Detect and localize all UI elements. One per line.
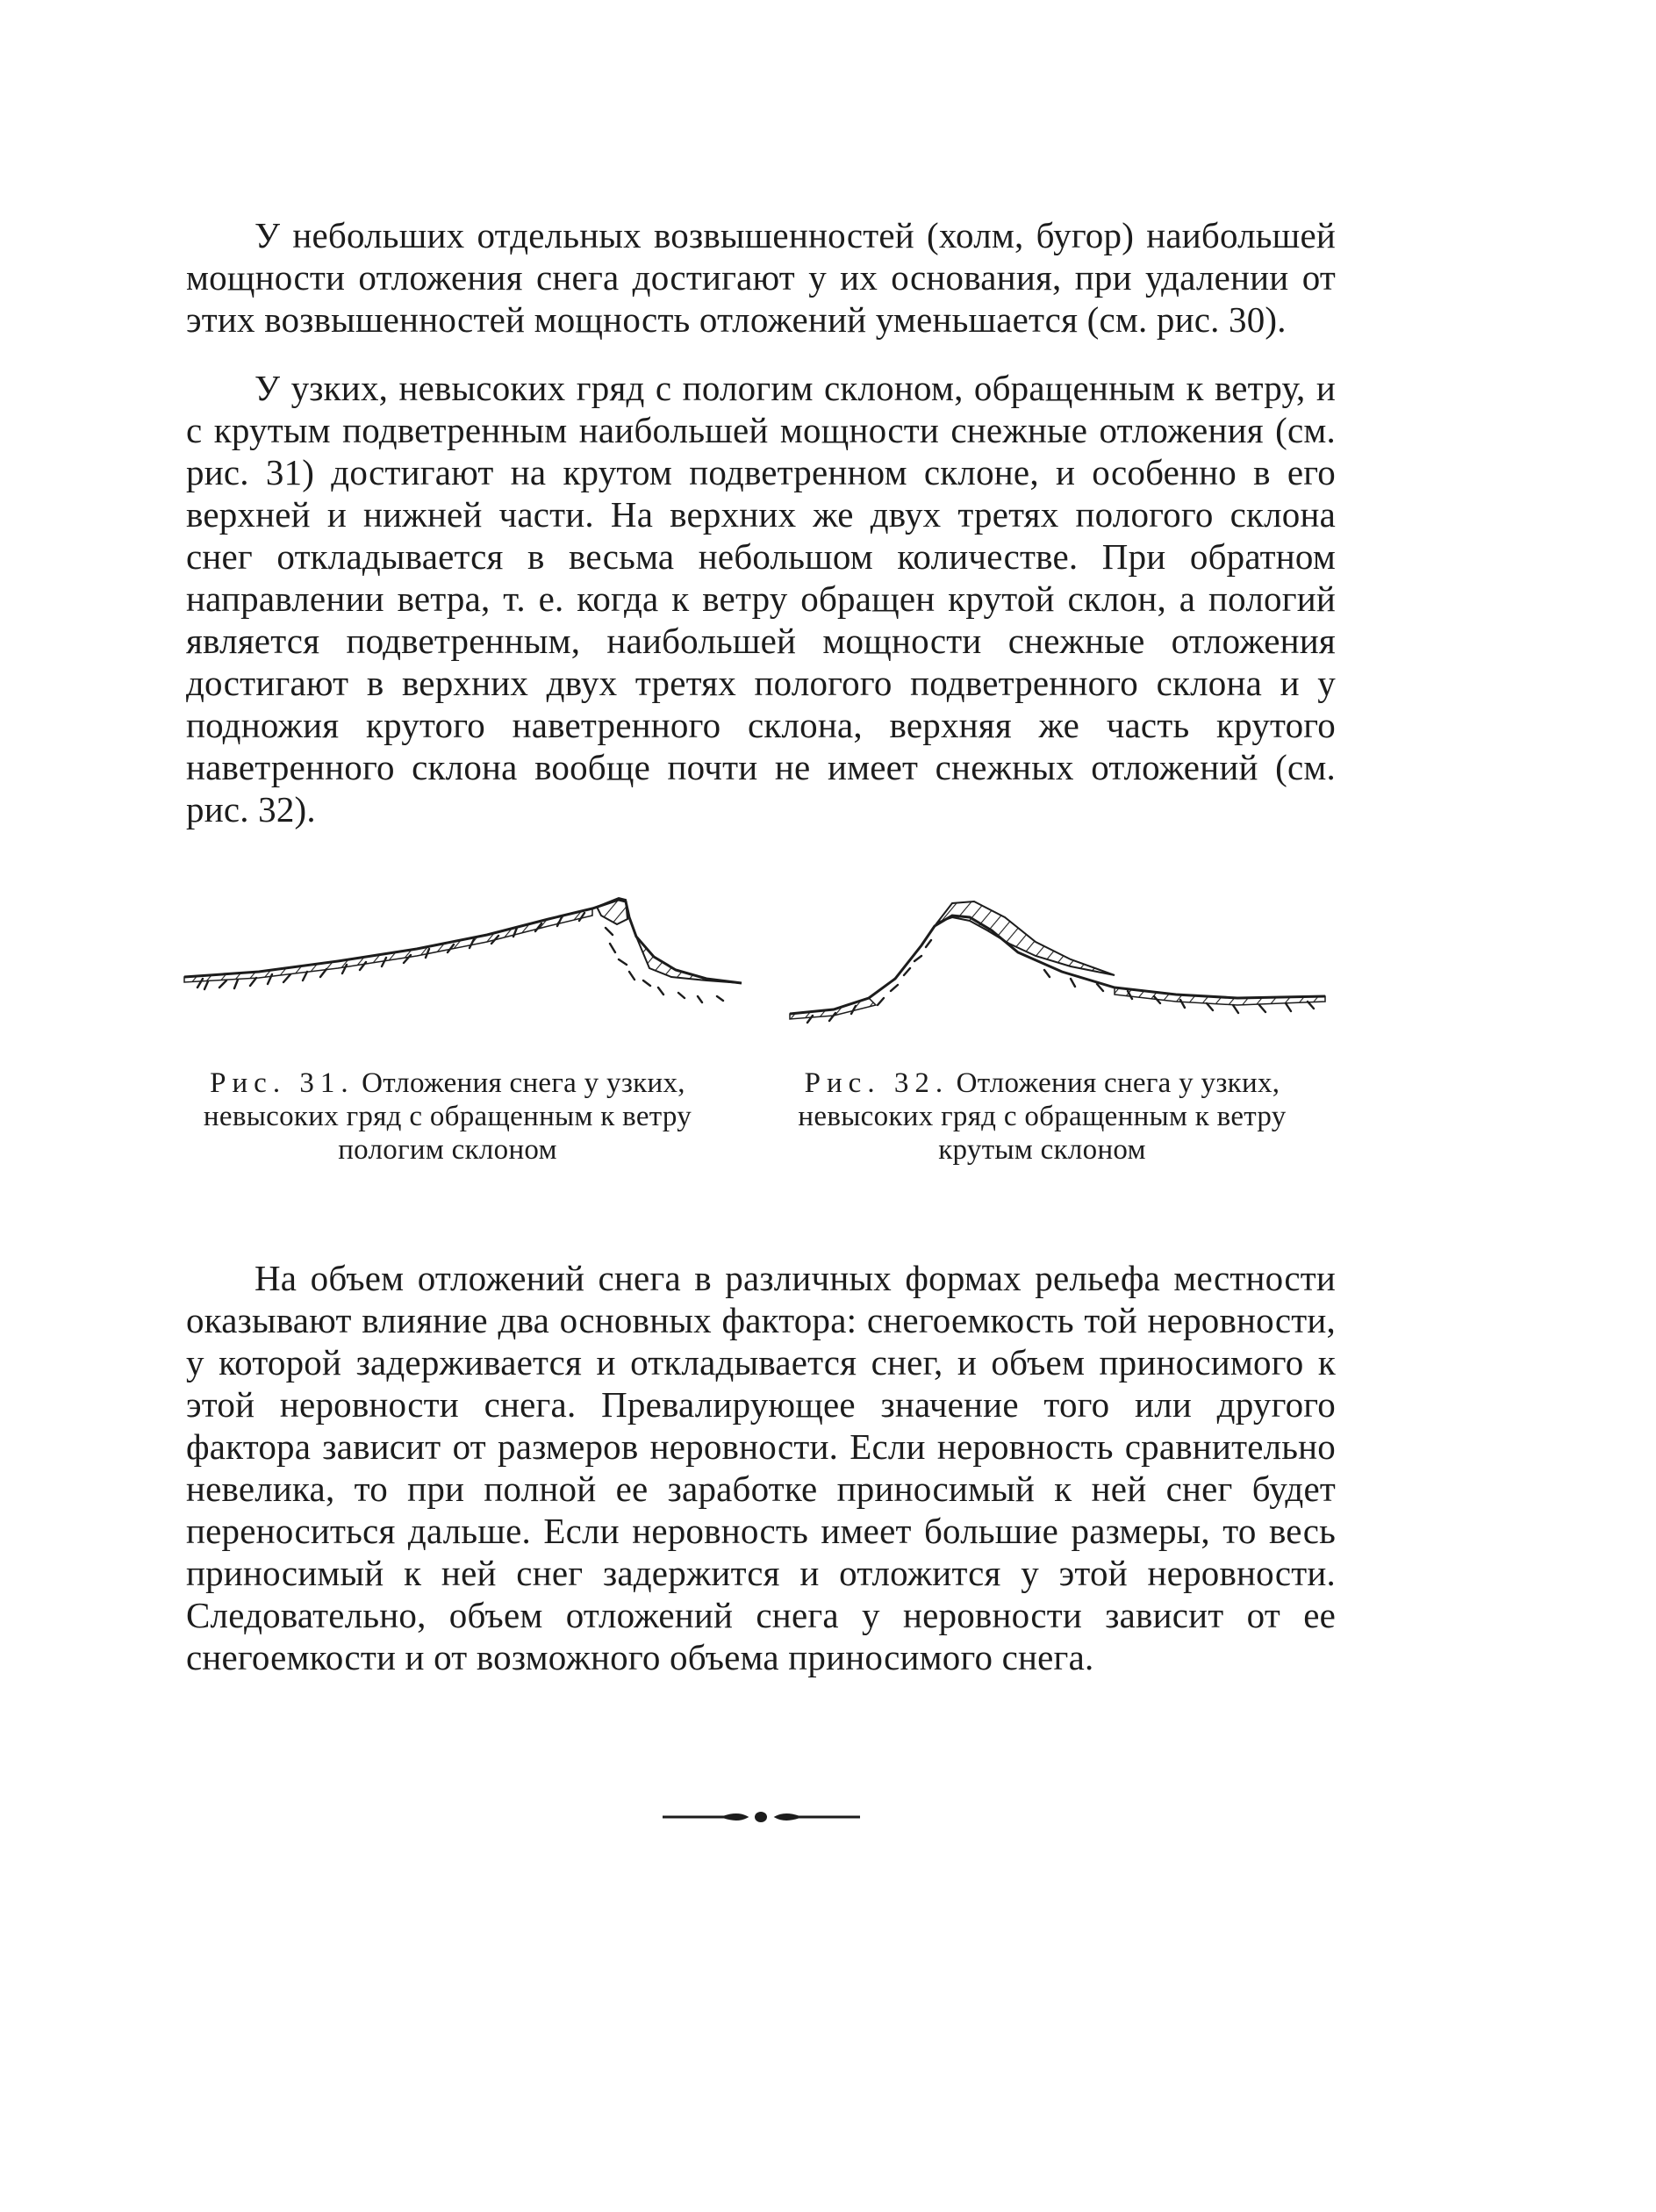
figure-31-label: Рис. 31. <box>210 1067 355 1099</box>
paragraph-hill-deposits: У небольших отдельных возвышенностей (холм, бугор) наибольшей мощности отложения снега достигают у их основания, при удалении от этих возвышенностей мощность отложений уменьшается (см. рис. 30). <box>186 215 1336 340</box>
figure-32-illustration <box>781 882 1334 1040</box>
paragraph-volume-factors: На объем отложений снега в различных формах рельефа местности оказывают влияние два основных фактора: снегоемкость той неровности, у которой задерживается и откладывается снег, и объем приносимого к этой неровности снега. Превалирующее значение того или другого фактора зависит от размеров неровности. Если неровность сравнительно невелика, то при полной ее заработке приносимый к ней снег будет переноситься дальше. Если неровность имеет большие размеры, то весь приносимый к ней снег задержится и отложится у этой неровности. Следовательно, объем отложений снега у неровности зависит от ее снегоемкости и от возможного объема приносимого снега. <box>186 1258 1336 1677</box>
paragraph-ridge-deposits: У узких, невысоких гряд с пологим склоном, обращенным к ветру, и с крутым подветренным наибольшей мощности снежные отложения (см. рис. 31) достигают на крутом подветренном склоне, и особенно в его верхней и нижней части. На верхних же двух третях пологого склона снег откладывается в весьма небольшом количестве. При обратном направлении ветра, т. е. когда к ветру обращен крутой склон, а пологий является подветренным, наибольшей мощности снежные отложения достигают в верхних двух третях пологого подветренного склона и у подножия крутого наветренного склона, верхняя же часть крутого наветренного склона вообще почти не имеет снежных отложений (см. рис. 32). <box>186 368 1336 830</box>
figure-32-caption-text: Отложения снега у узких, невысоких гряд с обращенным к ветру крутым склоном <box>798 1067 1287 1166</box>
figure-32-label: Рис. 32. <box>804 1067 950 1099</box>
section-end-ornament <box>663 1808 860 1826</box>
figure-31-illustration <box>180 865 746 1040</box>
figure-31-caption <box>180 1066 715 1167</box>
figure-32-caption <box>750 1066 1334 1167</box>
figure-31-caption-text: Отложения снега у узких, невысоких гряд с обращенным к ветру пологим склоном <box>203 1067 692 1166</box>
